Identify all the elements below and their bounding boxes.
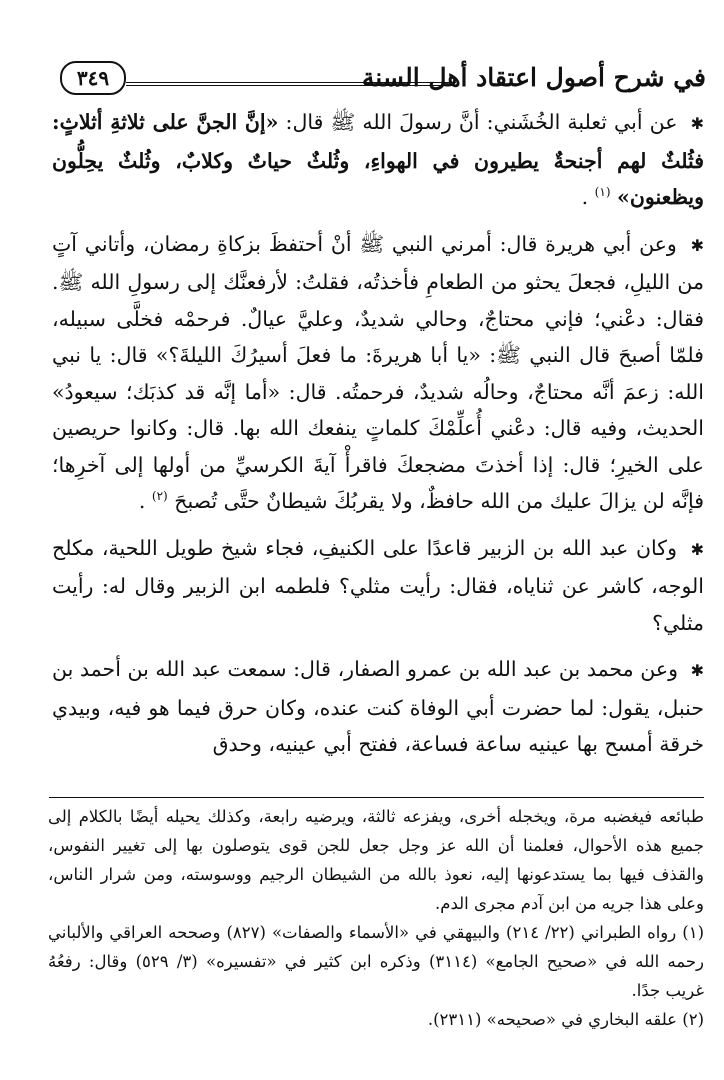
paragraph-intro: عن أبي ثعلبة الخُشَني: أنَّ رسولَ الله ﷺ قال: xyxy=(278,110,678,134)
paragraph-bullet: ✱ xyxy=(690,114,704,133)
footnote-ref-1: (١) xyxy=(594,185,611,200)
footnote-separator xyxy=(49,797,704,798)
footnote-2: (٢) علقه البخاري في «صحيحه» (٢٣١١). xyxy=(427,1010,704,1029)
page-number: ٣٤٩ xyxy=(60,61,126,95)
hadith-quote: «إنَّ الجنَّ على ثلاثةِ أثلاثٍ: فثُلثٌ لهم أجنحةٌ يطيرون في الهواءِ، وثُلثٌ حياتٌ وكلابٌ، وثُلثٌ يحِلُّون ويظعنون» xyxy=(52,110,704,209)
paragraph-bullet: ✱ xyxy=(690,235,704,255)
body-text xyxy=(52,104,704,773)
paragraph-bullet: ✱ xyxy=(690,661,704,680)
paragraph-text: وعن محمد بن عبد الله بن عمرو الصفار، قال: سمعت عبد الله بن أحمد بن حنبل، يقول: لما حضرت أبي الوفاة كنت عنده، وكان حرق فيما هو فيه، وبيدي خرقة أمسح بها عينيه ساعة فساعة، ففتح أبي عينيه، وحدق xyxy=(52,657,704,756)
paragraph-text: وكان عبد الله بن الزبير قاعدًا على الكنيفِ، فجاء شيخ طويل اللحية، مكلح الوجه، كاشر عن ثناياه، فقال: رأيت مثلي؟ فلطمه ابن الزبير وقال له: رأيت مثلي؟ xyxy=(52,535,704,635)
paragraph-ibn-zubair xyxy=(52,530,704,642)
paragraph-bullet: ✱ xyxy=(690,539,704,559)
header-rule xyxy=(126,82,456,86)
paragraph-jinn-hadith xyxy=(52,104,704,216)
paragraph-text: وعن أبي هريرة قال: أمرني النبي ﷺ أنْ أحتفظَ بزكاةِ رمضان، وأتاني آتٍ من الليلِ، فجعلَ يحثو من الطعامِ فأخذتُه، فقلتُ: لأرفعنَّك إلى رسولِ الله ﷺ. فقال: دعْني؛ فإني محتاجٌ، وحالي شديدٌ، وعليَّ عيالٌ. فرحمْه فخلَّى سبيله، فلمّا أصبحَ قال النبي ﷺ: «يا أبا هريرةَ: ما فعلَ أسيرُكَ الليلةَ؟» قال: يا نبي الله: زعمَ أنَّه محتاجٌ، وحالُه شديدٌ، فرحمتُه. قال: «أما إنَّه قد كذبَك؛ سيعودُ» الحديث، وفيه قال: دعْني أُعلِّمْكَ كلماتٍ ينفعك الله بها. قال: وكانوا حريصين على الخيرِ؛ قال: إذا أخذتَ مضجعكَ فاقرأْ آيةَ الكرسيِّ من أولها إلى آخرِها؛ فإنَّه لن يزالَ عليك من الله حافظٌ، ولا يقربُكَ شيطانٌ حتَّى تُصبحَ xyxy=(52,231,704,513)
paragraph-end: . xyxy=(138,489,146,513)
paragraph-ahmad-ibn-hanbal xyxy=(52,651,704,763)
paragraph-abu-hurairah xyxy=(52,226,704,520)
footnotes xyxy=(48,802,704,1034)
footnote-1: (١) رواه الطبراني (٢٢/ ٢١٤) والبيهقي في «الأسماء والصفات» (٨٢٧) وصححه العراقي والألباني رحمه الله في «صحيح الجامع» (٣١١٤) وذكره ابن كثير في «تفسيره» (٣/ ٥٢٩) وقال: رفعُهُ غريب جدًا. xyxy=(48,923,705,1000)
running-title: في شرح أصول اعتقاد أهل السنة xyxy=(361,63,706,92)
paragraph-end: . xyxy=(581,185,589,209)
page-header xyxy=(60,58,706,100)
footnote-ref-2: (٢) xyxy=(151,489,168,504)
footnote-continuation: طبائعه فيغضبه مرة، ويخجله أخرى، ويفزعه ثالثة، ويرضيه رابعة، وكذلك يحيله أيضًا بالكلام إلى جميع هذه الأحوال، فعلمنا أن الله عز وجل جعل للجن قوى يتوصلون بها إلى تغيير النفوس، والقذف فيها بما يستدعونها إليه، نعوذ بالله من الشيطان الرجيم ووسوسته، ومن شرار الناس، وعلى هذا جريه من ابن آدم مجرى الدم. xyxy=(48,807,704,913)
